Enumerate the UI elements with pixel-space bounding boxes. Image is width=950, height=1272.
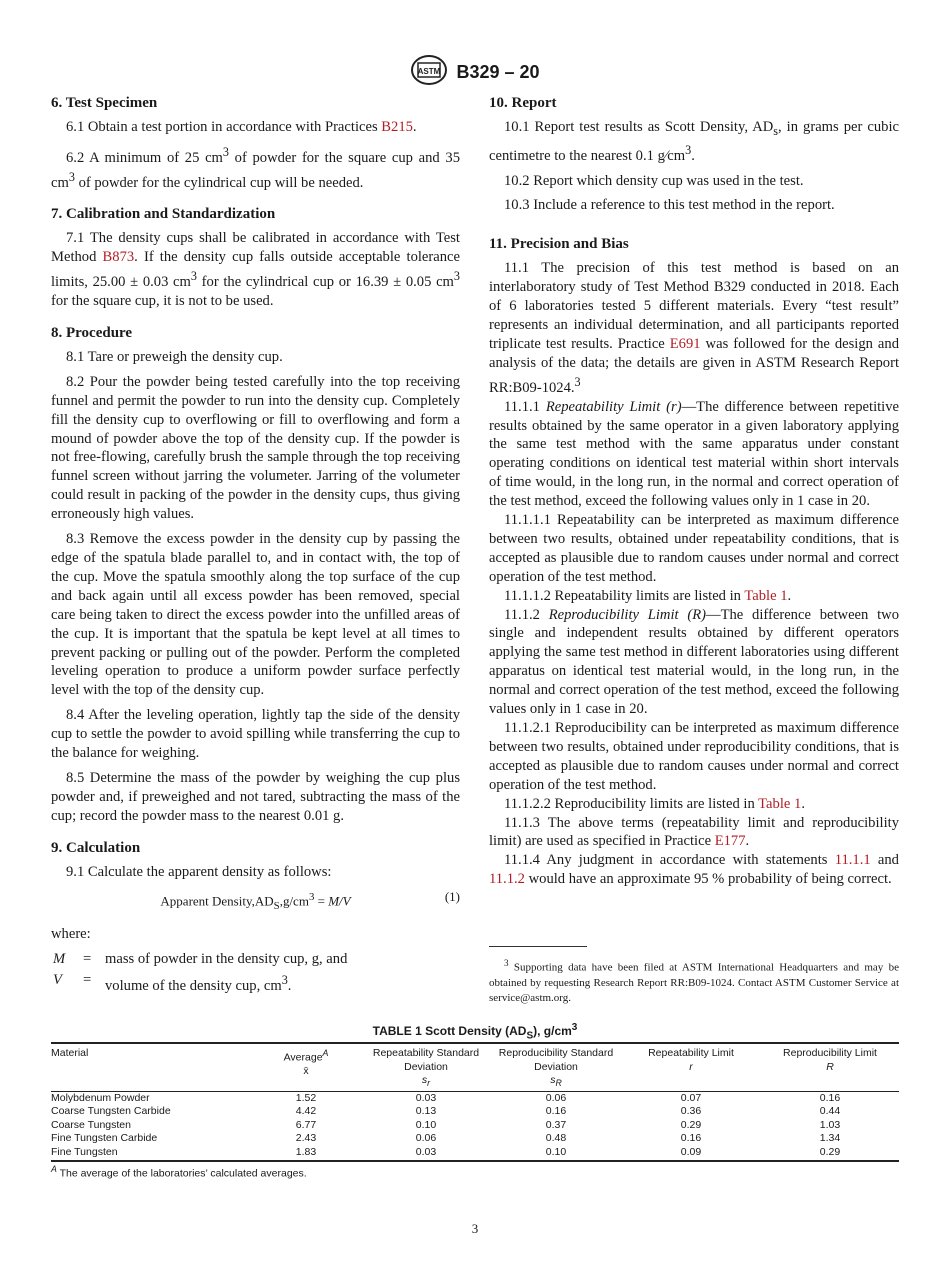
cell-average: 1.52 — [295, 1091, 317, 1104]
table-row — [51, 1091, 899, 1105]
left-column — [51, 94, 460, 998]
ref-11-1-2-link[interactable]: 11.1.2 — [489, 871, 525, 888]
para-8-3: 8.3 Remove the excess powder in the density cup by passing the edge of the spatula blade parallel to, and in contact with, the top of the cup. Move the spatula smoothly along the top surface of the cup and back again until all excess powder has been removed, special care being taken to direct the excess powder into the unfilled areas of the cup. It is important that the spatula be kept level at all times to prevent packing or pulling out of the powder. Perform the completed leveling operation to produce a uniform powder surface perfectly level with the top of the density cup. — [51, 531, 460, 699]
col-repro-limit-header: Reproducibility Limit R — [761, 1043, 899, 1091]
where-label: where: — [51, 926, 91, 943]
cell-material: Coarse Tungsten — [51, 1118, 131, 1131]
para-10-2: 10.2 Report which density cup was used in the test. — [504, 172, 804, 189]
right-column — [489, 94, 899, 889]
cell-r: 1.03 — [819, 1118, 841, 1131]
variable-definitions — [51, 948, 349, 998]
cell-material: Molybdenum Powder — [51, 1091, 150, 1104]
col-repro-sd-header: Reproducibility Standard Deviation $s_R$ — [491, 1043, 621, 1091]
cell-r: 0.09 — [621, 1146, 761, 1162]
cell-material: Fine Tungsten Carbide — [51, 1132, 158, 1145]
para-8-1: 8.1 Tare or preweigh the density cup. — [66, 348, 283, 365]
para-8-2: 8.2 Pour the powder being tested carefully into the top receiving funnel and permit the powder to run into the density cup. Completely fill the density cup to overflowing or fill to overflowing and form a mound of powder above the top of the density cup. If the powder is not free-flowing, carefully brush the sample through the top receiving funnel screen without jarring the volumeter. Jarring of the volumeter could result in packing of the powder in the density cups, thus giving erroneously high values. — [51, 373, 460, 523]
cell-sr: 0.48 — [545, 1132, 567, 1145]
table-row — [51, 1146, 899, 1162]
cell-material: Coarse Tungsten Carbide — [51, 1105, 171, 1118]
para-10-3: 10.3 Include a reference to this test method in the report. — [504, 197, 835, 214]
footnote-3: $^3$ Supporting data have been filed at ASTM International Headquarters and may be obtained by requesting Research Report RR:B09-1024. Contact ASTM Customer Service at service@astm.org. — [489, 958, 899, 1004]
definition-row: M = mass of powder in the density cup, g, and — [53, 951, 348, 968]
section-9-heading: 9. Calculation — [51, 839, 141, 856]
cell-average: 2.43 — [295, 1132, 317, 1145]
para-11-1-1-2: 11.1.1.2 Repeatability limits are listed in Table 1. — [504, 587, 792, 604]
para-10-1: 10.1 Report test results as Scott Density, $AD_s$, in grams per cubic centimetre to the nearest 0.1 $g⁄cm^3$. — [489, 119, 899, 164]
para-11-1-2-1: 11.1.2.1 Reproducibility can be interpreted as maximum difference between two results, obtained under reproducibility conditions, that is accepted as plausible due to random causes under normal and correct operation of the test method. — [489, 720, 899, 793]
para-9-1: 9.1 Calculate the apparent density as follows: — [66, 863, 332, 880]
para-8-5: 8.5 Determine the mass of the powder by weighing the cup plus powder and, if preweighed and not tared, subtracting the mass of the cup; record the powder mass to the nearest 0.01 g. — [51, 769, 460, 824]
cell-r: 0.07 — [680, 1091, 702, 1104]
cell-sr: 0.06 — [415, 1132, 437, 1145]
para-11-1-1: 11.1.1 Repeatability Limit (r)—The difference between repetitive results obtained by the same operator in a given laboratory applying the same test method with the same apparatus under constant operating conditions on identical test material within short intervals of time would, in the long run, in the normal and correct operation of the test method, exceed the following values only in 1 case in 20. — [489, 398, 900, 510]
para-11-1-4: 11.1.4 Any judgment in accordance with statements 11.1.1 and 11.1.2 would have an approximate 95 % probability of being correct. — [489, 852, 899, 888]
ref-e177-link[interactable]: E177 — [714, 833, 746, 850]
table-row — [51, 1119, 899, 1133]
cell-average: 4.42 — [295, 1105, 317, 1118]
cell-sr: 0.13 — [415, 1105, 437, 1118]
section-11-heading: 11. Precision and Bias — [489, 236, 629, 253]
cell-sr: 0.16 — [545, 1105, 567, 1118]
equation-number: (1) — [444, 888, 460, 904]
ref-11-1-1-link[interactable]: 11.1.1 — [834, 852, 871, 869]
ref-table-1-link[interactable]: Table 1 — [744, 587, 788, 604]
ref-e691-link[interactable]: E691 — [669, 336, 701, 353]
cell-r: 0.36 — [680, 1105, 702, 1118]
section-10-heading: 10. Report — [489, 95, 557, 111]
cell-sr: 0.03 — [415, 1091, 437, 1104]
cell-sr: 0.10 — [491, 1146, 621, 1162]
section-7-heading: 7. Calibration and Standardization — [51, 206, 276, 223]
table-row — [51, 1105, 899, 1119]
cell-sr: 0.10 — [415, 1118, 437, 1131]
cell-r: 0.16 — [819, 1091, 841, 1104]
para-11-1: 11.1 The precision of this test method is based on an interlaboratory study of Test Method B329 conducted in 2018. Each of 6 laboratories tested 5 different materials. Every “test result” represents an individual determination, and all participants reported triplicate test results. Practice E691 was followed for the design and analysis of the data; the details are given in ASTM Research Report RR:B09-1024.$^3$ — [489, 260, 900, 396]
cell-average: 1.83 — [251, 1146, 361, 1162]
cell-average: 6.77 — [295, 1118, 317, 1131]
para-6-2: 6.2 A minimum of 25 $cm^3$ of powder for the square cup and 35 $cm^3$ of powder for the cylindrical cup will be needed. — [51, 144, 461, 191]
cell-r: 0.29 — [761, 1146, 899, 1162]
ref-table-1-link[interactable]: Table 1 — [758, 795, 802, 812]
table-header-row — [51, 1043, 899, 1091]
definition-row: V = volume of the density cup, $cm^3$. — [53, 972, 292, 995]
para-8-4: 8.4 After the leveling operation, lightly tap the side of the density cup to settle the powder to avoid spilling while transferring the cup to the balance for weighing. — [51, 707, 460, 762]
para-7-1: 7.1 The density cups shall be calibrated in accordance with Test Method B873. If the density cup falls outside acceptable tolerance limits, 25.00 ± 0.03 $cm^3$ for the cylindrical cup or 16.39 ± 0.05 $cm^3$ for the square cup, it is not to be used. — [51, 230, 460, 310]
astm-logo-icon — [410, 54, 448, 91]
cell-r: 0.29 — [680, 1118, 702, 1131]
page-header — [0, 54, 950, 88]
cell-material: Fine Tungsten — [51, 1146, 251, 1162]
col-rep-sd-header: Repeatability Standard Deviation $s_r$ — [361, 1043, 491, 1091]
para-6-1: 6.1 Obtain a test portion in accordance with Practices B215. — [66, 119, 417, 135]
footnote-divider — [489, 946, 587, 947]
section-6-heading: 6. Test Specimen — [51, 95, 158, 111]
table-row — [51, 1132, 899, 1146]
document-designation: B329 – 20 — [456, 62, 540, 82]
page-number: 3 — [471, 1221, 479, 1236]
col-rep-limit-header: Repeatability Limit r — [621, 1043, 761, 1091]
table-1-title: TABLE 1 Scott Density $(AD_S)$, $g/cm^3$ — [372, 1022, 578, 1042]
cell-r: 0.16 — [680, 1132, 702, 1145]
scott-density-table — [51, 1042, 899, 1162]
section-8-heading: 8. Procedure — [51, 324, 133, 341]
col-material-header: Material — [51, 1043, 251, 1091]
cell-sr: 0.37 — [545, 1118, 567, 1131]
cell-sr: 0.03 — [361, 1146, 491, 1162]
cell-sr: 0.06 — [545, 1091, 567, 1104]
para-11-1-2: 11.1.2 Reproducibility Limit (R)—The difference between two single and independent results obtained by different operators applying the same test method in different laboratories using different apparatus on identical test material would, in the long run, in the normal and correct operation of the test method, exceed the following values only in 1 case in 20. — [489, 606, 900, 718]
para-11-1-2-2: 11.1.2.2 Reproducibility limits are listed in Table 1. — [504, 795, 805, 812]
ref-b873-link[interactable]: B873 — [102, 249, 135, 266]
equation-1: Apparent $Density,AD_S,g/cm^3 = M/V$ (1) — [160, 888, 460, 912]
svg-text:ASTM: ASTM — [418, 67, 441, 76]
para-11-1-1-1: 11.1.1.1 Repeatability can be interpreted as maximum difference between two results, obtained under repeatability conditions, that is accepted as plausible due to random causes under normal and correct operation of the test method. — [489, 512, 899, 585]
table-footnote: $^A$ The average of the laboratories’ calculated averages. — [51, 1164, 307, 1180]
cell-r: 1.34 — [819, 1132, 841, 1145]
cell-r: 0.44 — [819, 1105, 841, 1118]
ref-b215-link[interactable]: B215 — [381, 119, 413, 135]
col-average-header: Average$^A$ x̄ — [251, 1043, 361, 1091]
para-11-1-3: 11.1.3 The above terms (repeatability limit and reproducibility limit) are used as specified in Practice E177. — [489, 814, 899, 850]
